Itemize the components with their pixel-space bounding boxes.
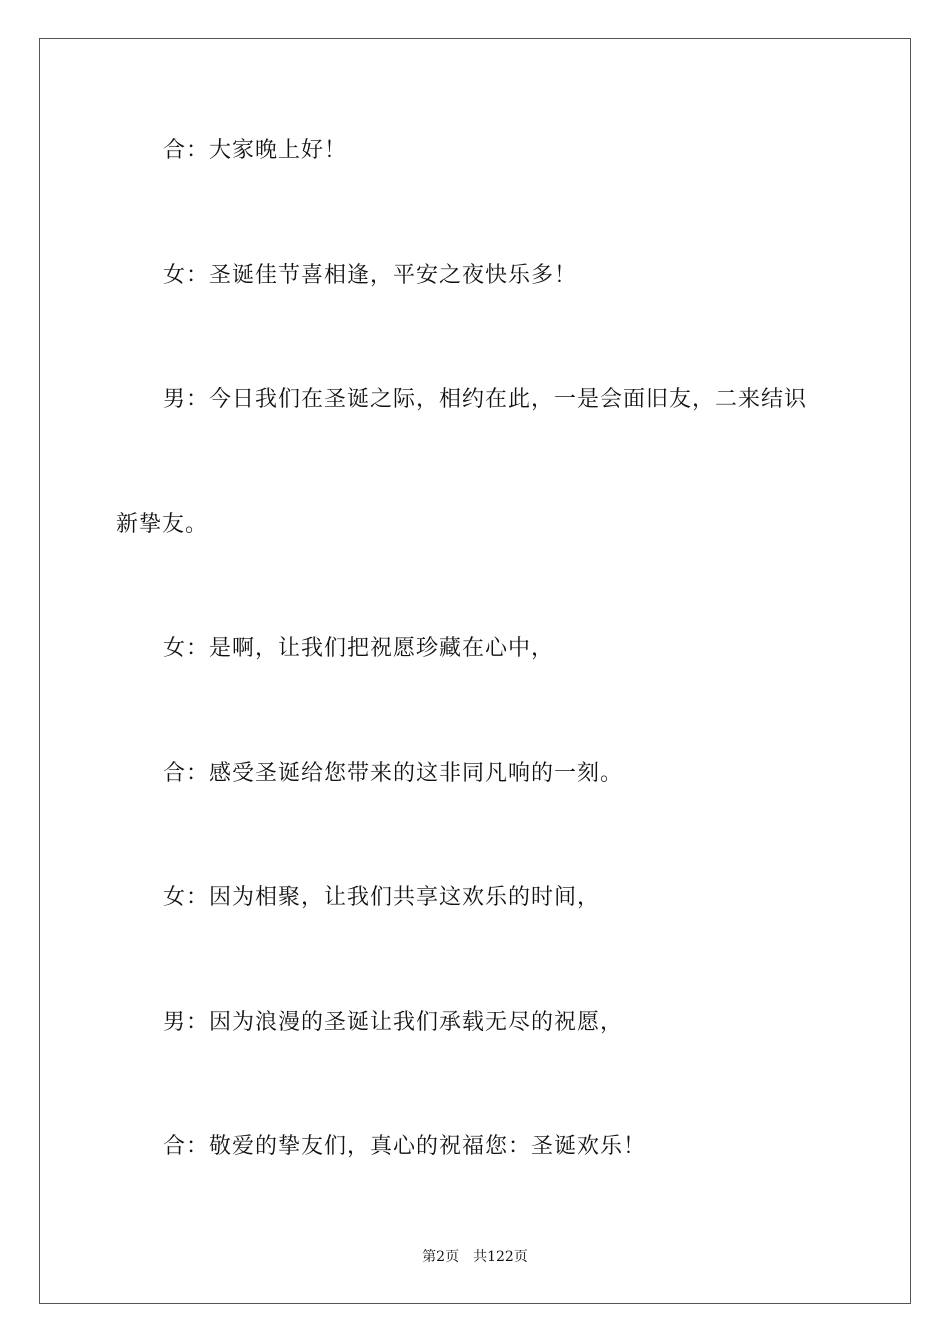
dialogue-line-4: 女：是啊，让我们把祝愿珍藏在心中， [163, 636, 555, 661]
page-total: 共122页 [473, 1249, 528, 1265]
dialogue-line-2: 女：圣诞佳节喜相逢，平安之夜快乐多！ [163, 263, 578, 288]
dialogue-line-5: 合：感受圣诞给您带来的这非同凡响的一刻。 [163, 761, 624, 786]
dialogue-line-1: 合：大家晚上好！ [163, 138, 348, 163]
page-footer [0, 1248, 950, 1266]
dialogue-line-7: 男：因为浪漫的圣诞让我们承载无尽的祝愿， [163, 1010, 624, 1035]
page-number: 第2页 [422, 1249, 460, 1265]
dialogue-line-8: 合：敬爱的挚友们，真心的祝福您：圣诞欢乐！ [163, 1134, 647, 1159]
dialogue-line-3-continued: 新挚友。 [116, 512, 209, 537]
page-frame [39, 38, 911, 1304]
dialogue-line-3: 男：今日我们在圣诞之际，相约在此，一是会面旧友，二来结识 [163, 387, 808, 412]
dialogue-line-6: 女：因为相聚，让我们共享这欢乐的时间， [163, 885, 601, 910]
